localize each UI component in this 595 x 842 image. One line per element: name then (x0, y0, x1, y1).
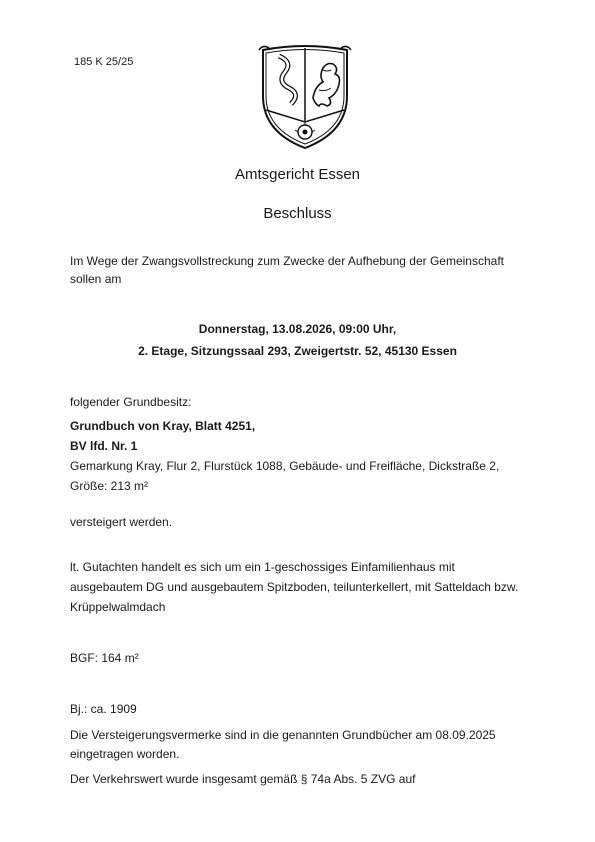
expert-line-3: Krüppelwalmdach (70, 600, 166, 614)
auction-location: 2. Etage, Sitzungssaal 293, Zweigertstr. 52, 45130 Essen (138, 344, 457, 358)
intro-line-2: sollen am (70, 272, 122, 286)
auction-line: versteigert werden. (70, 515, 173, 529)
parcel-line-2: Größe: 213 m² (70, 479, 149, 493)
expert-line-2: ausgebautem DG und ausgebautem Spitzboden, teilunterkellert, mit Satteldach bzw. (70, 580, 519, 594)
coat-of-arms-emblem (257, 40, 353, 152)
auction-date: Donnerstag, 13.08.2026, 09:00 Uhr, (198, 322, 397, 336)
bgf-line: BGF: 164 m² (70, 651, 139, 665)
register-line-2: eingetragen worden. (70, 747, 180, 761)
decision-title: Beschluss (263, 205, 332, 222)
register-line-1: Die Versteigerungsvermerke sind in die genannten Grundbücher am 08.09.2025 (70, 728, 496, 742)
year-line: Bj.: ca. 1909 (70, 702, 137, 716)
intro-line-1: Im Wege der Zwangsvollstreckung zum Zwecke der Aufhebung der Gemeinschaft (70, 254, 504, 268)
court-title: Amtsgericht Essen (234, 166, 361, 183)
bv-number: BV lfd. Nr. 1 (70, 439, 138, 453)
property-label: folgender Grundbesitz: (70, 395, 192, 409)
case-number: 185 K 25/25 (74, 56, 134, 68)
expert-line-1: lt. Gutachten handelt es sich um ein 1-geschossiges Einfamilienhaus mit (70, 560, 455, 574)
land-register: Grundbuch von Kray, Blatt 4251, (70, 419, 256, 433)
value-line: Der Verkehrswert wurde insgesamt gemäß § 74a Abs. 5 ZVG auf (70, 772, 416, 786)
parcel-line-1: Gemarkung Kray, Flur 2, Flurstück 1088, Gebäude- und Freifläche, Dickstraße 2, (70, 459, 500, 473)
